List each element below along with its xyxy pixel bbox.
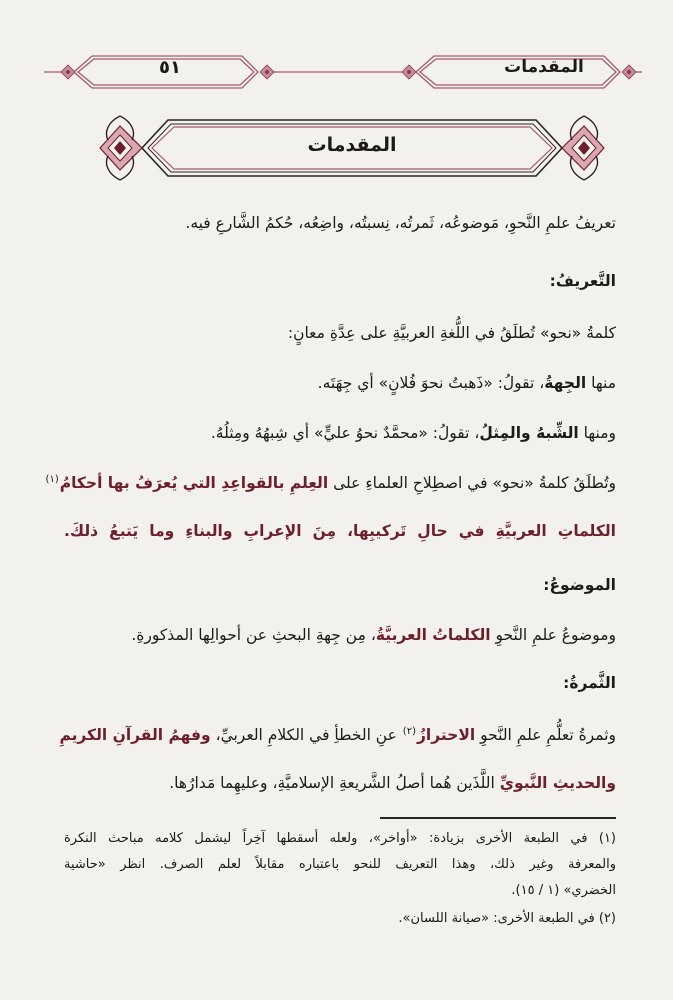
footnote-1-line-1: (١) في الطبعة الأخرى بزيادة: «أواخر»، ولعله أسقطها آخِراً ليشمل كلامه مباحث النكرة (64, 831, 616, 846)
benefit-highlight-1: الاحترازُ (416, 726, 476, 745)
footnote-1-line-2: والمعرفة وغير ذلك، وهذا التعريف للنحو باعتباره مقابلاً لعلم الصرف. انظر «حاشية (64, 857, 616, 872)
running-header (44, 46, 642, 98)
paragraph-subject: وموضوعُ علمِ النَّحوِ الكلماتُ العربيَّةُ، مِن جِهةِ البحثِ عن أحوالِها المذكورةِ. (131, 626, 616, 644)
section-heading-definition: التَّعريفُ: (549, 272, 616, 290)
section-heading-subject: الموضوعُ: (543, 576, 616, 594)
subject-highlight: الكلماتُ العربيَّةُ (375, 626, 491, 644)
section-heading-benefit: الثَّمرةُ: (563, 674, 616, 692)
paragraph-direction: منها الجِهةُ، تقولُ: «ذَهبتُ نحوَ فُلانٍ» أي جِهَتَه. (317, 374, 616, 392)
footnote-ref-2[interactable]: (٢) (402, 726, 416, 737)
page-number: ٥١ (159, 57, 181, 78)
footnote-ref-1[interactable]: (١) (45, 474, 59, 485)
definition-highlight: العِلمِ بالقواعِدِ التي يُعرَفُ بها أحكامُ (59, 474, 329, 493)
running-title: المقدمات (504, 57, 584, 77)
paragraph-similarity: ومنها الشِّبهُ والمِثلُ، تقولُ: «محمَّدٌ نحوُ عليٍّ» أي شِبهُهُ ومِثلُهُ. (210, 424, 616, 442)
chapter-banner (92, 108, 612, 188)
paragraph-technical-definition: وتُطلَقُ كلمةُ «نحو» في اصطِلاحِ العلماءِ على العِلمِ بالقواعِدِ التي يُعرَفُ بها أحكامُ$^{(١)}$ (45, 474, 616, 493)
right-rosette-ornament (562, 116, 604, 180)
left-rosette-ornament (100, 116, 142, 180)
footnote-divider (380, 817, 616, 819)
chapter-title: المقدمات (307, 134, 397, 156)
benefit-highlight-2: وفهمُ القرآنِ الكريمِ (59, 726, 211, 745)
paragraph-benefit: وثمرةُ تعلُّمِ علمِ النَّحوِ الاحترازُ$^{(٢)}$ عنِ الخطأِ في الكلامِ العربيِّ، وفهمُ القرآنِ الكريمِ (59, 726, 616, 745)
definition-highlight-continued: الكلماتِ العربيَّةِ في حالِ تَركيبِها، مِنَ الإعرابِ والبناءِ وما يَتبعُ ذلكَ. (64, 522, 616, 540)
intro-line: تعريفُ علمِ النَّحوِ، مَوضوعُه، ثَمرتُه، نِسبتُه، واضِعُه، حُكمُ الشَّارعِ فيه. (185, 214, 616, 232)
term-similarity: الشِّبهُ والمِثلُ (479, 424, 579, 442)
benefit-highlight-3: والحديثِ النَّبويِّ (499, 774, 616, 792)
footnote-1-line-3: الخضري» (١ / ١٥). (511, 883, 616, 898)
footnote-2: (٢) في الطبعة الأخرى: «صيانة اللسان». (398, 911, 616, 926)
paragraph-nahw-meanings: كلمةُ «نحو» تُطلَقُ في اللُّغةِ العربيَّةِ على عِدَّةِ معانٍ: (287, 324, 616, 342)
paragraph-benefit-continued: والحديثِ النَّبويِّ اللَّذَين هُما أصلُ الشَّريعةِ الإسلاميَّةِ، وعليهِما مَدارُها. (169, 774, 616, 792)
term-direction: الجِهةُ (544, 374, 587, 392)
